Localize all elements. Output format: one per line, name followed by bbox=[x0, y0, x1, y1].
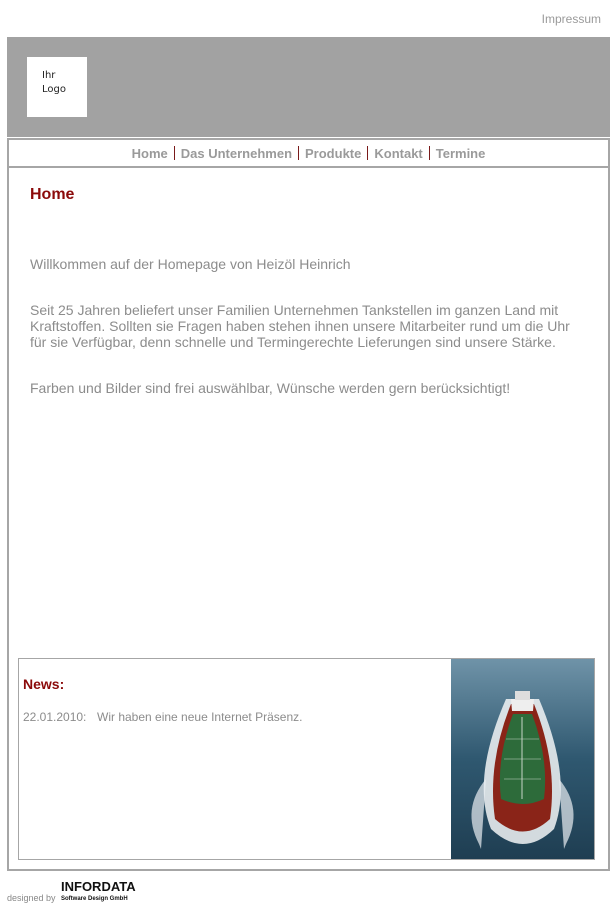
designed-by-label: designed by bbox=[7, 893, 56, 903]
logo-placeholder[interactable] bbox=[27, 57, 87, 117]
main-nav bbox=[9, 140, 608, 168]
nav-item-kontakt[interactable]: Kontakt bbox=[374, 145, 423, 161]
welcome-paragraph: Willkommen auf der Homepage von Heizöl Heinrich bbox=[30, 256, 351, 272]
tanker-ship-image bbox=[451, 659, 594, 859]
infordata-logo[interactable] bbox=[60, 876, 150, 904]
nav-item-home[interactable]: Home bbox=[131, 145, 168, 161]
note-paragraph: Farben und Bilder sind frei auswählbar, Wünsche werden gern berücksichtigt! bbox=[30, 380, 511, 396]
nav-item-das-unternehmen[interactable]: Das Unternehmen bbox=[180, 145, 293, 161]
news-text: Wir haben eine neue Internet Präsenz. bbox=[97, 710, 303, 724]
main-content bbox=[30, 186, 590, 426]
impressum-link[interactable]: Impressum bbox=[541, 12, 601, 26]
news-box bbox=[18, 658, 595, 860]
logo-text: Ihr Logo bbox=[42, 70, 66, 95]
page-title: Home bbox=[30, 186, 75, 203]
site-header bbox=[7, 37, 610, 137]
nav-item-produkte[interactable]: Produkte bbox=[305, 145, 362, 161]
news-title: News: bbox=[23, 676, 65, 692]
infordata-logo-main: INFORDATA bbox=[61, 879, 136, 894]
content-frame bbox=[7, 138, 610, 871]
nav-item-termine[interactable]: Termine bbox=[435, 145, 486, 161]
about-paragraph: Seit 25 Jahren beliefert unser Familien Unternehmen Tankstellen im ganzen Land mit Kraftstoffen. Sollten sie Fragen haben stehen ihnen unsere Mitarbeiter rund um die Uhr für sie Verfügbar, denn schnelle und Termingerechte Lieferungen sind unsere Stärke. bbox=[30, 302, 570, 350]
news-date: 22.01.2010: bbox=[23, 710, 87, 724]
infordata-logo-sub: Software Design GmbH bbox=[61, 896, 128, 902]
